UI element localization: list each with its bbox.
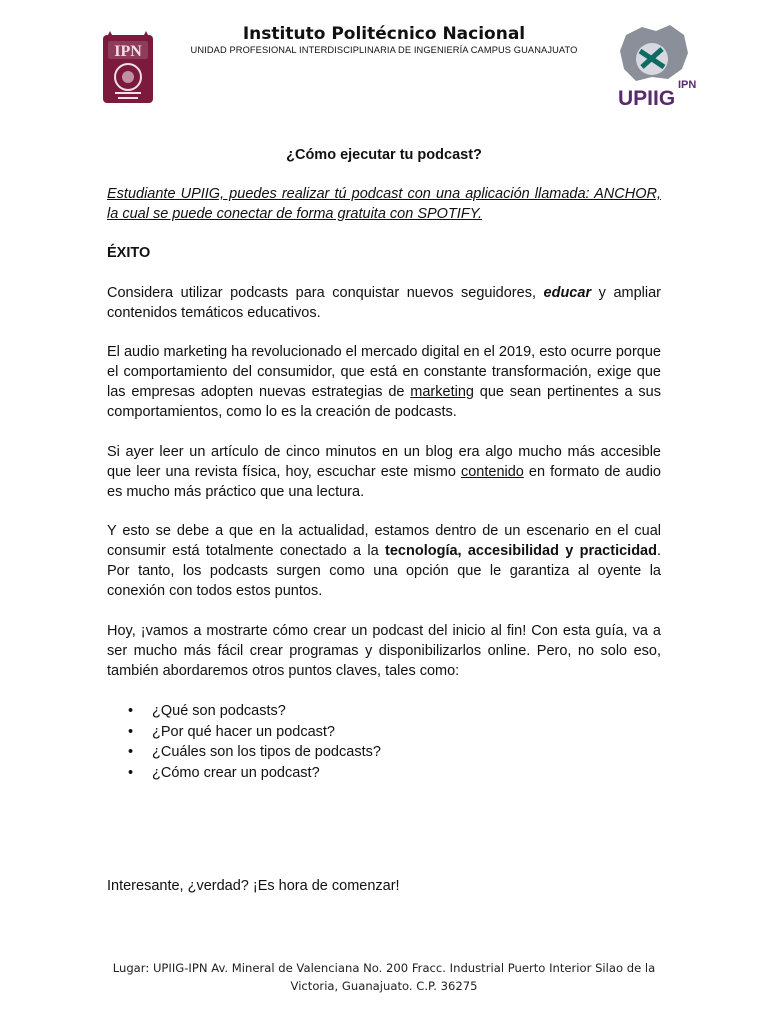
paragraph-1	[107, 283, 661, 323]
upiig-logo-tag: IPN	[678, 79, 697, 91]
paragraph-1-before: Considera utilizar podcasts para conquistar nuevos seguidores,	[107, 285, 544, 301]
unit-name: UNIDAD PROFESIONAL INTERDISCIPLINARIA DE INGENIERÍA CAMPUS GUANAJUATO	[190, 45, 578, 55]
marketing-link[interactable]: marketing	[410, 384, 474, 400]
paragraph-4-after: . Por tanto, los podcasts surgen como una opción que le garantiza al oyente la conexión con todos estos puntos.	[107, 543, 661, 599]
topics-list	[107, 701, 661, 784]
paragraph-3	[107, 442, 661, 502]
intro-paragraph: Estudiante UPIIG, puedes realizar tú podcast con una aplicación llamada: ANCHOR, la cual se puede conectar de forma gratuita con SPOTIFY.	[107, 186, 661, 222]
paragraph-2	[107, 342, 661, 422]
list-item: • ¿Qué son podcasts?	[107, 701, 661, 722]
ipn-logo-text: IPN	[114, 43, 142, 60]
list-item: • ¿Cómo crear un podcast?	[107, 763, 661, 784]
emphasis-educar: educar	[543, 285, 592, 301]
paragraph-3-before: Si ayer leer un artículo de cinco minutos en un blog era algo mucho más accesible que leer una revista física, hoy, escuchar este mismo	[107, 444, 661, 480]
paragraph-2-before: El audio marketing ha revolucionado el mercado digital en el 2019, esto ocurre porque el comportamiento del consumidor, que está en constante transformación, exige que las empresas adopten nuevas estrategias de	[107, 344, 661, 400]
paragraph-1-after: y ampliar contenidos temáticos educativos.	[107, 285, 661, 321]
page-title: ¿Cómo ejecutar tu podcast?	[286, 147, 482, 163]
list-item: • ¿Cuáles son los tipos de podcasts?	[107, 742, 661, 763]
paragraph-3-after: en formato de audio es mucho más práctico que una lectura.	[107, 464, 661, 500]
paragraph-5: Hoy, ¡vamos a mostrarte cómo crear un podcast del inicio al fin! Con esta guía, va a ser mucho más fácil crear programas y disponibilizarlos online. Pero, no solo eso, también abordaremos otros puntos claves, tales como:	[107, 623, 661, 679]
contenido-link[interactable]: contenido	[460, 464, 524, 480]
list-item: • ¿Por qué hacer un podcast?	[107, 722, 661, 743]
paragraph-4-bold: tecnología, accesibilidad y practicidad	[385, 543, 657, 559]
closing-text: Interesante, ¿verdad? ¡Es hora de comenzar!	[107, 878, 400, 894]
footer-address: Lugar: UPIIG-IPN Av. Mineral de Valenciana No. 200 Fracc. Industrial Puerto Interior Silao de la Victoria, Guanajuato. C.P. 36275	[112, 961, 656, 993]
paragraph-4	[107, 521, 661, 601]
upiig-logo-name: UPIIG	[618, 87, 676, 110]
paragraph-2-after: que sean pertinentes a sus comportamientos, como lo es la creación de podcasts.	[107, 384, 661, 420]
section-heading: ÉXITO	[107, 245, 151, 261]
paragraph-4-before: Y esto se debe a que en la actualidad, estamos dentro de un escenario en el cual consumir está totalmente conectado a la	[107, 523, 661, 559]
institution-name: Instituto Politécnico Nacional	[242, 24, 526, 44]
